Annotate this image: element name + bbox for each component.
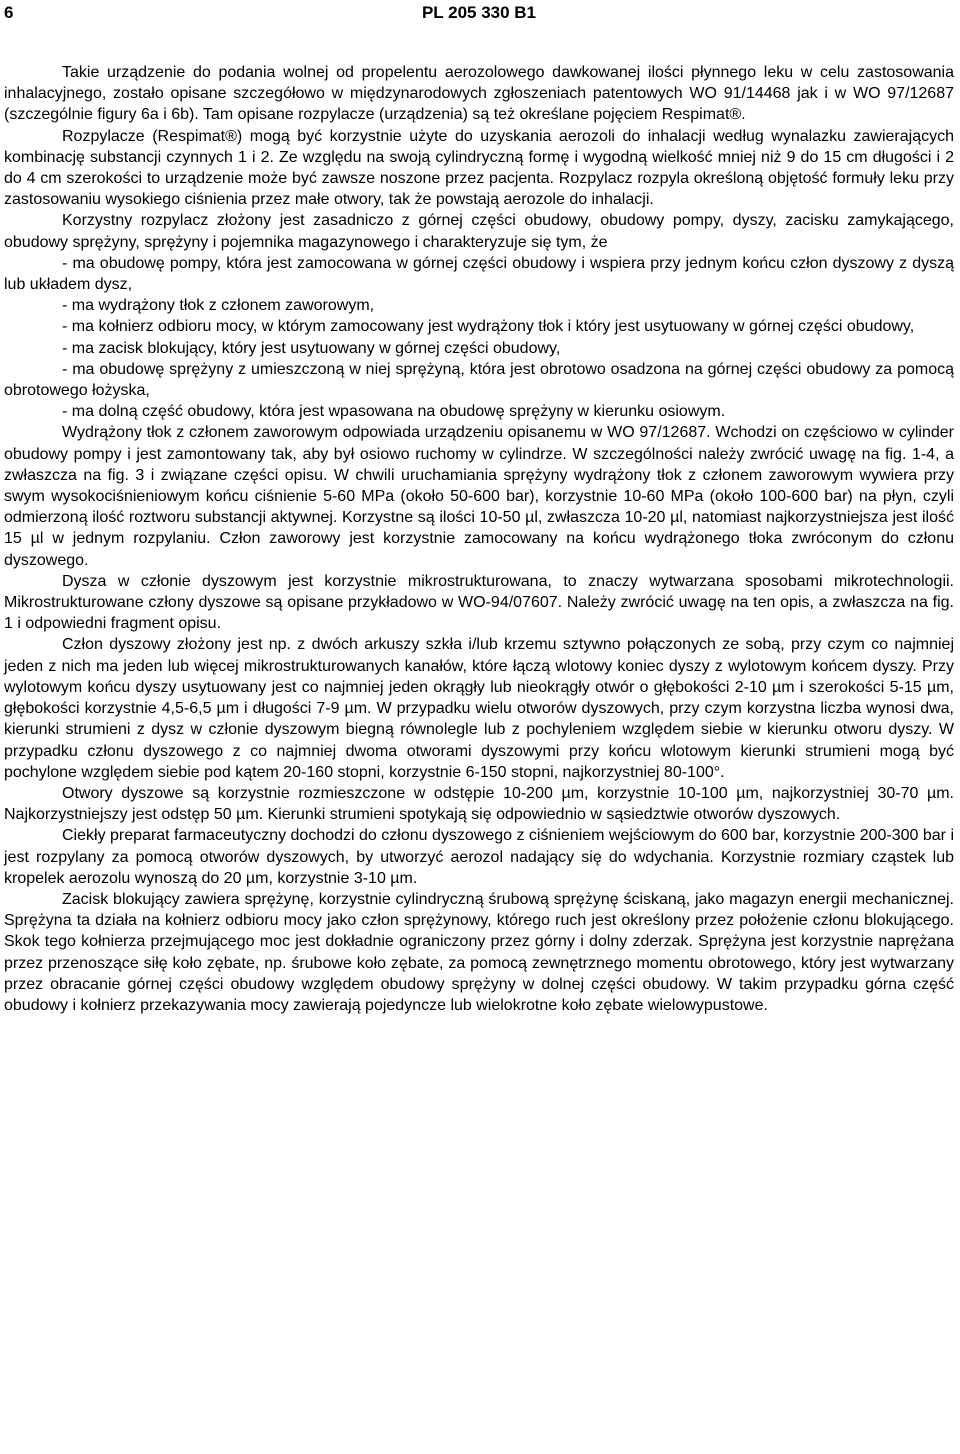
paragraph: Człon dyszowy złożony jest np. z dwóch arkuszy szkła i/lub krzemu sztywno połączonych ze sobą, przy czym co najmniej jeden z nich ma jeden lub więcej mikrostrukturowanych kanałów, które łączą wlotowy koniec dyszy z wylotowym końcem dyszy. Przy wylotowym końcu dyszy usytuowany jest co najmniej jeden okrągły lub nieokrągły otwór o głębokości 2-10 µm i szerokości 5-15 µm, głębokości korzystnie 4,5-6,5 µm i długości 7-9 µm. W przypadku wielu otworów dyszowych, przy czym korzystna liczba wynosi dwa, kierunki strumieni z dysz w członie dyszowym biegną równolegle lub z pochyleniem względem siebie w kierunku otworu dyszy. W przypadku członu dyszowego z co najmniej dwoma otworami dyszowymi przy końcu wlotowym kierunki strumieni mogą być pochylone względem siebie pod kątem 20-160 stopni, korzystnie 6-150 stopni, najkorzystniej 80-100°. <box>4 636 954 781</box>
paragraph: Ciekły preparat farmaceutyczny dochodzi do członu dyszowego z ciśnieniem wejściowym do 600 bar, korzystnie 200-300 bar i jest rozpylany za pomocą otworów dyszowych, by utworzyć aerozol nadający się do wdychania. Korzystnie rozmiary cząstek lub kropelek aerozolu wynoszą do 20 µm, korzystnie 3-10 µm. <box>4 827 954 887</box>
list-item: - ma obudowę sprężyny z umieszczoną w niej sprężyną, która jest obrotowo osadzona na górnej części obudowy za pomocą obrotowego łożyska, <box>4 360 954 400</box>
document-body <box>4 62 954 1016</box>
paragraph: Zacisk blokujący zawiera sprężynę, korzystnie cylindryczną śrubową sprężynę ściskaną, jako magazyn energii mechanicznej. Sprężyna ta działa na kołnierz odbioru mocy jako człon sprężynowy, którego ruch jest określony przez położenie członu blokującego. Skok tego kołnierza przejmującego moc jest dokładnie ograniczony przez górny i dolny zderzak. Sprężyna jest korzystnie naprężana przez przenoszące siłę koło zębate, np. śrubowe koło zębate, za pomocą zewnętrznego momentu obrotowego, który jest wytwarzany przez obracanie górnej części obudowy względem obudowy sprężyny w dolnej części obudowy. W takim przypadku górna część obudowy i kołnierz przekazywania mocy zawierają pojedyncze lub wielokrotne koło zębate wielowypustowe. <box>4 890 954 1014</box>
paragraph: Rozpylacze (Respimat®) mogą być korzystnie użyte do uzyskania aerozoli do inhalacji według wynalazku zawierających kombinację substancji czynnych 1 i 2. Ze względu na swoją cylindryczną formę i wygodną wielkość mniej niż 9 do 15 cm długości i 2 do 4 cm szerokości to urządzenie może być zawsze noszone przez pacjenta. Rozpylacz rozpyla określoną objętość formuły leku przy zastosowaniu wysokiego ciśnienia przez małe otwory, tak że powstają aerozole do inhalacji. <box>4 127 954 209</box>
paragraph: Dysza w członie dyszowym jest korzystnie mikrostrukturowana, to znaczy wytwarzana sposobami mikrotechnologii. Mikrostrukturowane człony dyszowe są opisane przykładowo w WO-94/07607. Należy zwrócić uwagę na ten opis, a zwłaszcza na fig. 1 i odpowiedni fragment opisu. <box>4 572 954 633</box>
list-item: - ma kołnierz odbioru mocy, w którym zamocowany jest wydrążony tłok i który jest usytuowany w górnej części obudowy, <box>62 318 915 336</box>
paragraph: Korzystny rozpylacz złożony jest zasadniczo z górnej części obudowy, obudowy pompy, dyszy, zacisku zamykającego, obudowy sprężyny, sprężyny i pojemnika magazynowego i charakteryzuje się tym, że <box>4 212 954 251</box>
list-item: - ma obudowę pompy, która jest zamocowana w górnej części obudowy i wspiera przy jednym końcu człon dyszowy z dyszą lub układem dysz, <box>4 254 954 294</box>
list-item: - ma dolną część obudowy, która jest wpasowana na obudowę sprężyny w kierunku osiowym. <box>62 403 726 421</box>
list-item: - ma wydrążony tłok z członem zaworowym, <box>62 297 375 315</box>
page-header <box>4 2 954 28</box>
page-number: 6 <box>4 3 14 22</box>
paragraph: Wydrążony tłok z członem zaworowym odpowiada urządzeniu opisanemu w WO 97/12687. Wchodzi on częściowo w cylinder obudowy pompy i jest zamontowany tak, aby był osiowo ruchomy w cylindrze. W szczególności należy zwrócić uwagę na fig. 1-4, a zwłaszcza na fig. 3 i związane części opisu. W chwili uruchamiania sprężyny wydrążony tłok z członem zaworowym wywiera przy swym wysokociśnieniowym końcu ciśnienie 5-60 MPa (około 50-600 bar), korzystnie 10-60 MPa (około 100-600 bar) na płyn, czyli odmierzoną ilość roztworu substancji aktywnej. Korzystne są ilości 10-50 µl, zwłaszcza 10-20 µl, natomiast najkorzystniejsza jest ilość 15 µl w jednym rozpylaniu. Człon zaworowy jest korzystnie zamocowany na końcu wydrążonego tłoka zwróconym do członu dyszowego. <box>4 424 954 569</box>
document-id: PL 205 330 B1 <box>421 3 537 22</box>
paragraph: Otwory dyszowe są korzystnie rozmieszczone w odstępie 10-200 µm, korzystnie 10-100 µm, najkorzystniej 30-70 µm. Najkorzystniejszy jest odstęp 50 µm. Kierunki strumieni spotykają się odpowiednio w sąsiedztwie otworów dyszowych. <box>4 784 954 824</box>
list-item: - ma zacisk blokujący, który jest usytuowany w górnej części obudowy, <box>62 339 561 357</box>
paragraph: Takie urządzenie do podania wolnej od propelentu aerozolowego dawkowanej ilości płynnego leku w celu zastosowania inhalacyjnego, zostało opisane szczegółowo w międzynarodowych zgłoszeniach patentowych WO 91/14468 jak i w WO 97/12687 (szczególnie figury 6a i 6b). Tam opisane rozpylacze (urządzenia) są też określane pojęciem Respimat®. <box>4 64 954 124</box>
